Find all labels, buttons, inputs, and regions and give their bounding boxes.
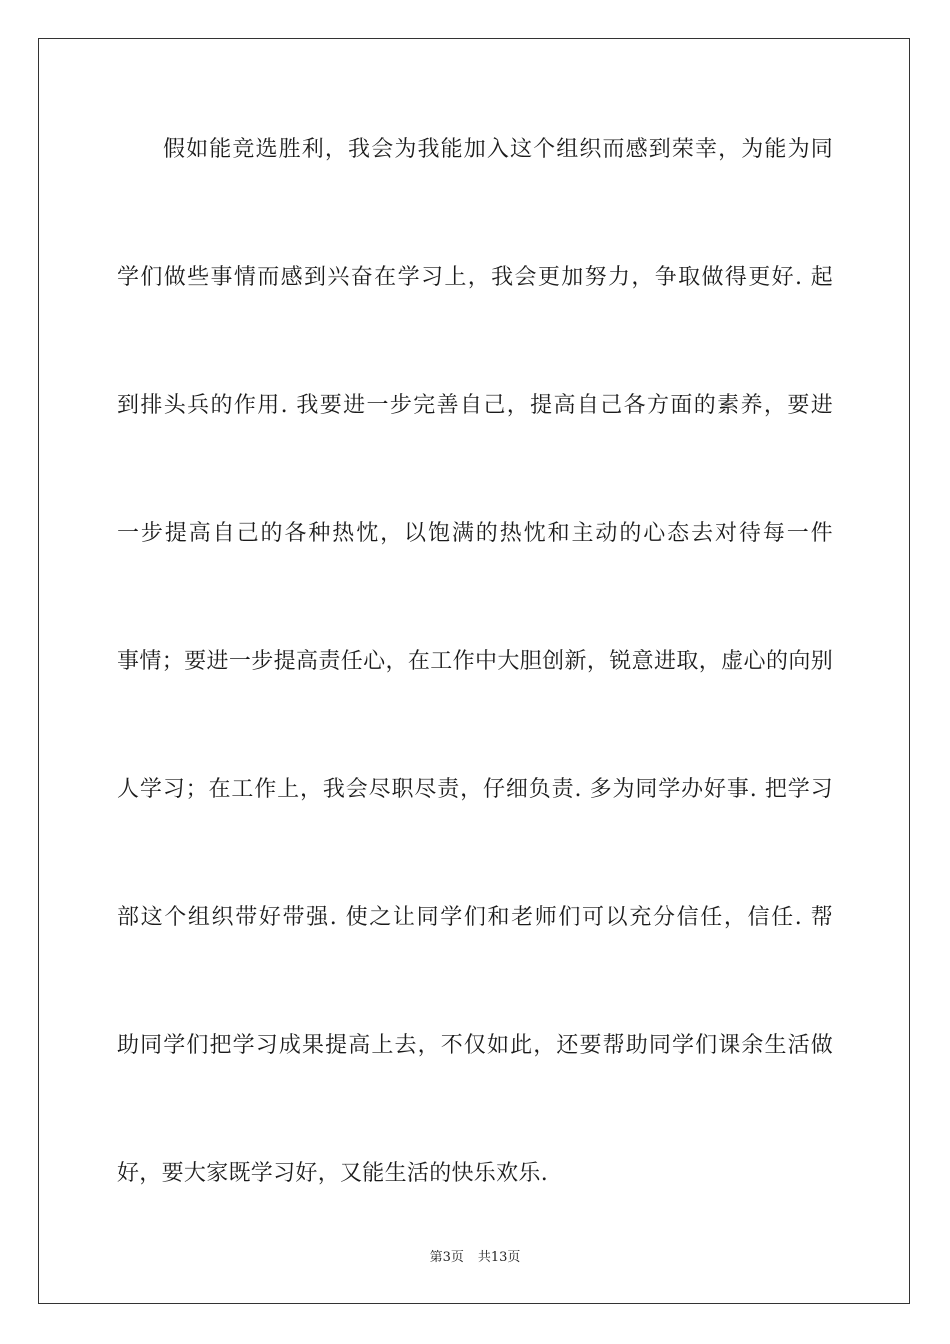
page-number: 第3页 <box>429 1250 464 1265</box>
paragraph-line: 好，要大家既学习好，又能生活的快乐欢乐. <box>117 1161 548 1186</box>
paragraph-line: 一步提高自己的各种热忱，以饱满的热忱和主动的心态去对待每一件 <box>117 521 833 546</box>
paragraph-line: 到排头兵的作用. 我要进一步完善自己，提高自己各方面的素养，要进 <box>117 393 833 418</box>
paragraph-line: 假如能竞选胜利，我会为我能加入这个组织而感到荣幸，为能为同 <box>163 137 833 162</box>
paragraph-line: 事情；要进一步提高责任心，在工作中大胆创新，锐意进取，虚心的向别 <box>117 649 833 674</box>
paragraph-line: 部这个组织带好带强. 使之让同学们和老师们可以充分信任，信任. 帮 <box>117 905 833 930</box>
page-total: 共13页 <box>477 1250 521 1265</box>
page-footer <box>0 1246 950 1265</box>
paragraph-line: 学们做些事情而感到兴奋在学习上，我会更加努力，争取做得更好. 起 <box>117 265 833 290</box>
paragraph-line: 人学习；在工作上，我会尽职尽责，仔细负责. 多为同学办好事. 把学习 <box>117 777 833 802</box>
document-body <box>117 118 833 1270</box>
paragraph-line: 助同学们把学习成果提高上去，不仅如此，还要帮助同学们课余生活做 <box>117 1033 833 1058</box>
